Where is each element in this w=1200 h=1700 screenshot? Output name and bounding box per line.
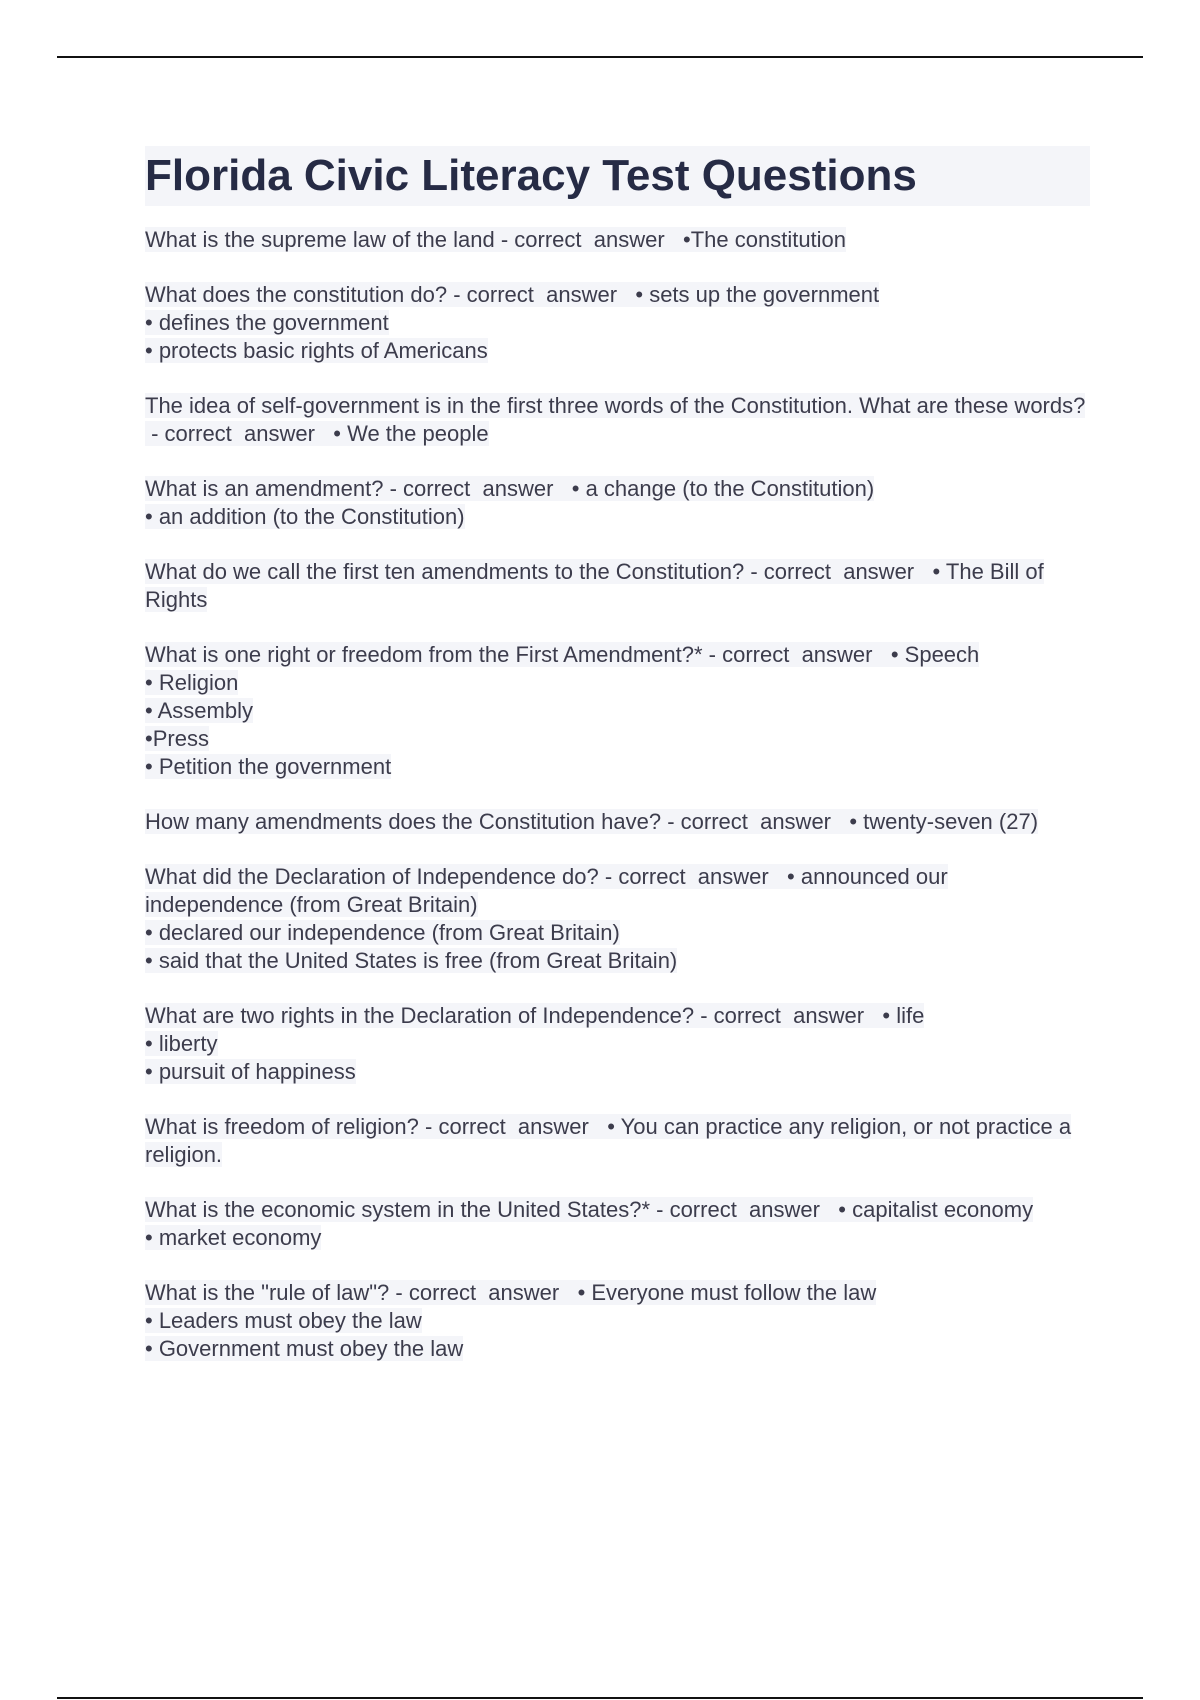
question-text: What is an amendment? — [145, 476, 384, 501]
qa-item — [145, 1279, 1090, 1363]
qa-item — [145, 392, 1090, 448]
question-text: How many amendments does the Constitution have? — [145, 809, 662, 834]
answer-marker: - correct answer — [494, 227, 684, 252]
qa-item — [145, 863, 1090, 975]
answer-marker: - correct answer — [145, 421, 334, 446]
answer-text: • life — [882, 1003, 925, 1028]
qa-item — [145, 1002, 1090, 1086]
answer-bullet: • declared our independence (from Great Britain) — [145, 920, 620, 945]
qa-line — [145, 1003, 924, 1028]
answer-text: •The constitution — [683, 227, 847, 252]
answer-bullet: • said that the United States is free (from Great Britain) — [145, 948, 678, 973]
qa-line — [145, 393, 1085, 446]
answer-text: • The Bill of Rights — [145, 559, 1044, 612]
answer-text: • You can practice any religion, or not practice a religion. — [145, 1114, 1072, 1167]
question-text: What is freedom of religion? — [145, 1114, 419, 1139]
answer-bullet: • market economy — [145, 1225, 322, 1250]
bottom-rule — [57, 1697, 1143, 1699]
answer-marker: - correct answer — [661, 809, 850, 834]
answer-marker: - correct answer — [702, 642, 891, 667]
answer-bullet: • liberty — [145, 1031, 218, 1056]
qa-line — [145, 227, 846, 252]
question-text: What is one right or freedom from the First Amendment?* — [145, 642, 703, 667]
question-text: What do we call the first ten amendments to the Constitution? — [145, 559, 745, 584]
qa-item — [145, 1113, 1090, 1169]
question-text: What did the Declaration of Independence do? — [145, 864, 599, 889]
qa-line — [145, 864, 948, 917]
answer-bullet: •Press — [145, 726, 209, 751]
document-body — [145, 146, 1090, 1390]
answer-marker: - correct answer — [389, 1280, 578, 1305]
answer-marker: - correct answer — [383, 476, 572, 501]
qa-line — [145, 809, 1038, 834]
answer-marker: - correct answer — [447, 282, 636, 307]
qa-line — [145, 642, 979, 667]
answer-text: • capitalist economy — [838, 1197, 1034, 1222]
question-text: What is the "rule of law"? — [145, 1280, 390, 1305]
qa-line — [145, 1280, 876, 1305]
answer-text: • sets up the government — [635, 282, 880, 307]
page-title: Florida Civic Literacy Test Questions — [145, 146, 1090, 206]
answer-text: • Everyone must follow the law — [577, 1280, 877, 1305]
answer-marker: - correct answer — [650, 1197, 839, 1222]
qa-item — [145, 281, 1090, 365]
qa-item — [145, 1196, 1090, 1252]
answer-text: • a change (to the Constitution) — [571, 476, 875, 501]
answer-bullet: • protects basic rights of Americans — [145, 338, 488, 363]
answer-bullet: • pursuit of happiness — [145, 1059, 356, 1084]
answer-marker: - correct answer — [744, 559, 933, 584]
qa-line — [145, 282, 879, 307]
answer-bullet: • Government must obey the law — [145, 1336, 464, 1361]
answer-bullet: • defines the government — [145, 310, 389, 335]
qa-item — [145, 226, 1090, 254]
question-text: What are two rights in the Declaration of Independence? — [145, 1003, 695, 1028]
question-text: What is the economic system in the United States?* — [145, 1197, 651, 1222]
qa-line — [145, 476, 874, 501]
answer-bullet: • Petition the government — [145, 754, 392, 779]
answer-bullet: • Leaders must obey the law — [145, 1308, 422, 1333]
question-text: What is the supreme law of the land — [145, 227, 495, 252]
answer-text: • announced our independence (from Great Britain) — [145, 864, 948, 917]
answer-bullet: • Assembly — [145, 698, 253, 723]
answer-marker: - correct answer — [598, 864, 788, 889]
answer-bullet: • an addition (to the Constitution) — [145, 504, 465, 529]
qa-item — [145, 475, 1090, 531]
answer-text: • We the people — [333, 421, 489, 446]
answer-text: • Speech — [890, 642, 980, 667]
qa-item — [145, 808, 1090, 836]
question-text: What does the constitution do? — [145, 282, 448, 307]
answer-bullet: • Religion — [145, 670, 239, 695]
question-text: The idea of self-government is in the first three words of the Constitution. What are these words? — [145, 393, 1086, 418]
qa-list — [145, 226, 1090, 1363]
qa-item — [145, 641, 1090, 781]
qa-item — [145, 558, 1090, 614]
answer-marker: - correct answer — [418, 1114, 608, 1139]
qa-line — [145, 1114, 1071, 1167]
answer-marker: - correct answer — [694, 1003, 883, 1028]
answer-text: • twenty-seven (27) — [849, 809, 1039, 834]
qa-line — [145, 1197, 1033, 1222]
qa-line — [145, 559, 1044, 612]
top-rule — [57, 56, 1143, 58]
